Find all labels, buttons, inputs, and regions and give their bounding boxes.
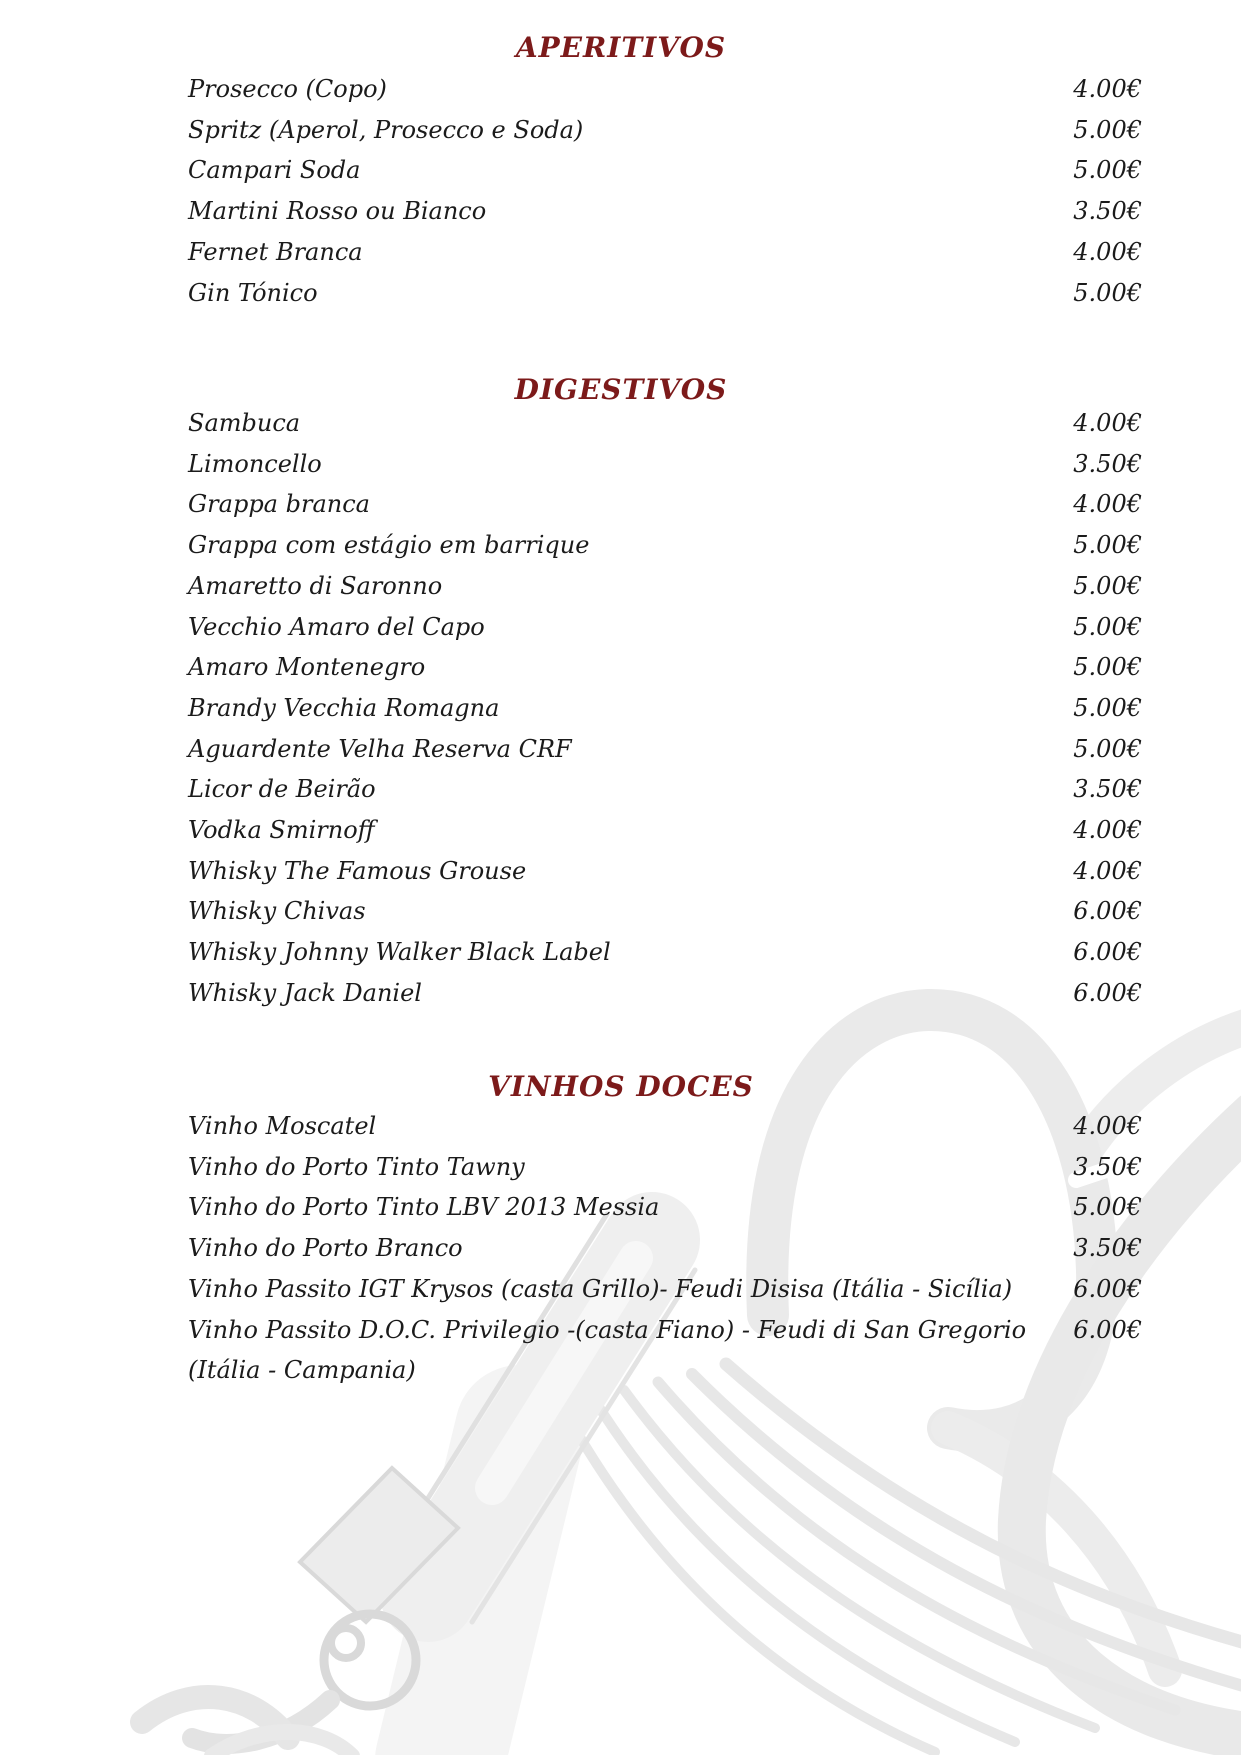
item-name: Whisky Chivas (188, 897, 366, 926)
item-price: 4.00€ (1073, 490, 1142, 519)
menu-item-row (188, 729, 1142, 770)
menu-item-row (188, 191, 1142, 232)
item-price: 3.50€ (1073, 1152, 1142, 1181)
item-name: Licor de Beirão (188, 775, 376, 804)
item-name: Fernet Branca (188, 237, 363, 266)
item-name: Vinho do Porto Tinto Tawny (188, 1152, 525, 1181)
menu-item-row (188, 525, 1142, 566)
menu-item-row (188, 1106, 1142, 1147)
item-price: 5.00€ (1073, 612, 1142, 641)
item-name: Sambuca (188, 409, 301, 437)
menu-item-row (188, 932, 1142, 973)
item-name: Vinho Moscatel (188, 1112, 377, 1140)
menu-item-row (188, 769, 1142, 810)
item-price: 4.00€ (1073, 1112, 1142, 1140)
section-title-vinhos-doces: VINHOS DOCES (488, 1070, 754, 1103)
item-name: Vinho Passito D.O.C. Privilegio -(casta Fiano) - Feudi di San Gregorio (188, 1315, 1027, 1344)
item-price: 3.50€ (1073, 197, 1142, 226)
section-aperitivos (188, 33, 1142, 313)
menu-item-row (188, 444, 1142, 485)
item-name: Aguardente Velha Reserva CRF (188, 734, 572, 763)
menu-item-row (188, 232, 1142, 273)
item-price: 4.00€ (1073, 816, 1142, 845)
item-name: Vinho do Porto Tinto LBV 2013 Messia (188, 1193, 660, 1222)
item-name: Whisky Jack Daniel (188, 978, 422, 1007)
menu-item-row (188, 1310, 1142, 1351)
item-name: Limoncello (188, 449, 322, 478)
menu-item-row (188, 150, 1142, 191)
item-price: 4.00€ (1073, 75, 1142, 103)
menu-item-row (188, 851, 1142, 892)
item-price: 3.50€ (1073, 449, 1142, 478)
item-name-line2: (Itália - Campania) (188, 1356, 416, 1385)
item-name: Amaretto di Saronno (188, 571, 443, 600)
menu-item-row (188, 688, 1142, 729)
item-price: 5.00€ (1073, 278, 1142, 307)
menu-item-row (188, 1269, 1142, 1310)
aperitivos-rows (188, 69, 1142, 313)
item-name: Martini Rosso ou Bianco (188, 197, 487, 226)
item-name: Grappa com estágio em barrique (188, 531, 590, 560)
item-name: Vodka Smirnoff (188, 816, 375, 845)
item-name: Whisky Johnny Walker Black Label (188, 938, 611, 967)
menu-item-row (188, 273, 1142, 314)
menu-item-row (188, 973, 1142, 1014)
menu-item-row (188, 110, 1142, 151)
item-price: 6.00€ (1073, 1274, 1142, 1303)
menu-item-row (188, 484, 1142, 525)
item-price: 5.00€ (1073, 115, 1142, 144)
menu-item-row (188, 403, 1142, 444)
item-price: 5.00€ (1073, 693, 1142, 722)
item-name: Spritz (Aperol, Prosecco e Soda) (188, 115, 584, 144)
item-name: Gin Tónico (188, 278, 318, 307)
menu-item-row (188, 891, 1142, 932)
menu-item-row (188, 607, 1142, 648)
item-name: Vinho do Porto Branco (188, 1234, 463, 1263)
section-title-aperitivos: APERITIVOS (515, 31, 727, 64)
item-price: 5.00€ (1073, 734, 1142, 763)
item-price: 6.00€ (1073, 1315, 1142, 1344)
item-price: 5.00€ (1073, 571, 1142, 600)
item-price: 5.00€ (1073, 156, 1142, 185)
menu-item-row (188, 1228, 1142, 1269)
item-name: Campari Soda (188, 156, 361, 185)
item-name: Vecchio Amaro del Capo (188, 612, 485, 641)
section-vinhos-doces (188, 1072, 1142, 1391)
menu-item-row (188, 566, 1142, 607)
item-price: 5.00€ (1073, 531, 1142, 560)
item-price: 3.50€ (1073, 775, 1142, 804)
item-name: Brandy Vecchia Romagna (188, 693, 500, 722)
menu-item-row (188, 647, 1142, 688)
item-name: Grappa branca (188, 490, 370, 519)
item-price: 6.00€ (1073, 897, 1142, 926)
item-name: Vinho Passito IGT Krysos (casta Grillo)- Feudi Disisa (Itália - Sicília) (188, 1274, 1013, 1303)
item-price: 6.00€ (1073, 978, 1142, 1007)
item-price: 4.00€ (1073, 409, 1142, 437)
vinhos-doces-rows (188, 1106, 1142, 1391)
item-price: 4.00€ (1073, 237, 1142, 266)
item-name: Amaro Montenegro (188, 653, 426, 682)
item-price: 5.00€ (1073, 653, 1142, 682)
digestivos-rows (188, 403, 1142, 1014)
menu-item-row (188, 1187, 1142, 1228)
section-title-digestivos: DIGESTIVOS (514, 373, 728, 406)
item-name: Whisky The Famous Grouse (188, 856, 527, 885)
menu-item-continuation-row (188, 1350, 1142, 1391)
menu-item-row (188, 810, 1142, 851)
section-digestivos (188, 375, 1142, 1014)
item-price: 6.00€ (1073, 938, 1142, 967)
item-price: 3.50€ (1073, 1234, 1142, 1263)
item-price: 5.00€ (1073, 1193, 1142, 1222)
item-name: Prosecco (Copo) (188, 75, 387, 103)
menu-item-row (188, 69, 1142, 110)
item-price: 4.00€ (1073, 856, 1142, 885)
menu-item-row (188, 1147, 1142, 1188)
